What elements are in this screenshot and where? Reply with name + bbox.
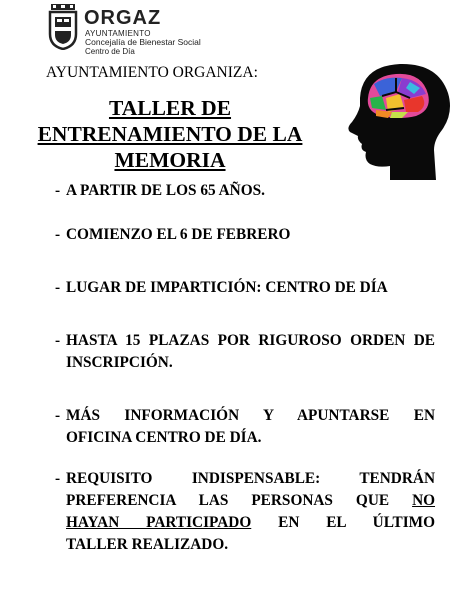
logo-name: ORGAZ	[84, 7, 162, 29]
req-text: EN EL ÚLTIMO	[278, 514, 435, 531]
list-item-start	[55, 224, 435, 246]
list-item-places	[55, 330, 435, 374]
item-text-line-1: HASTA 15 PLAZAS POR RIGUROSO ORDEN DE	[66, 332, 435, 349]
coat-of-arms-icon	[48, 4, 78, 50]
list-item-requirement	[55, 468, 435, 556]
logo-line-1: AYUNTAMIENTO	[85, 29, 151, 38]
item-text-line-2: INSCRIPCIÓN.	[66, 354, 173, 371]
item-text-line-2: OFICINA CENTRO DE DÍA.	[66, 429, 262, 446]
bullet-dash: -	[55, 182, 61, 199]
underlined-participated: HAYAN PARTICIPADO	[66, 514, 252, 531]
organization-logo	[48, 4, 248, 56]
item-text: LUGAR DE IMPARTICIÓN: CENTRO DE DÍA	[66, 279, 388, 296]
item-text: COMIENZO EL 6 DE FEBRERO	[66, 226, 291, 243]
list-item-place	[55, 277, 435, 299]
bullet-dash: -	[55, 332, 61, 349]
list-item-info	[55, 405, 435, 449]
organizer-heading: AYUNTAMIENTO ORGANIZA:	[46, 64, 258, 81]
item-text-line-3	[66, 512, 435, 534]
logo-line-3: Centro de Día	[85, 47, 135, 56]
title-line-2: ENTRENAMIENTO DE LA	[37, 122, 303, 146]
item-text-line-1: REQUISITO INDISPENSABLE: TENDRÁN	[66, 470, 435, 487]
item-text-line-1: MÁS INFORMACIÓN Y APUNTARSE EN	[66, 407, 435, 424]
underlined-no: NO	[412, 492, 436, 509]
title-line-1: TALLER DE	[108, 96, 232, 120]
bullet-dash: -	[55, 470, 61, 487]
item-text-line-4: TALLER REALIZADO.	[66, 536, 229, 553]
bullet-dash: -	[55, 279, 61, 296]
item-text-line-2	[66, 490, 435, 512]
brain-head-illustration	[330, 58, 460, 183]
bullet-dash: -	[55, 226, 61, 243]
req-text: PREFERENCIA LAS PERSONAS QUE	[66, 492, 390, 509]
item-text: A PARTIR DE LOS 65 AÑOS.	[66, 182, 265, 199]
title-line-3: MEMORIA	[114, 148, 226, 172]
list-item-age	[55, 180, 435, 202]
page-title	[0, 95, 340, 173]
logo-line-2: Concejalía de Bienestar Social	[85, 37, 201, 47]
bullet-dash: -	[55, 407, 61, 424]
